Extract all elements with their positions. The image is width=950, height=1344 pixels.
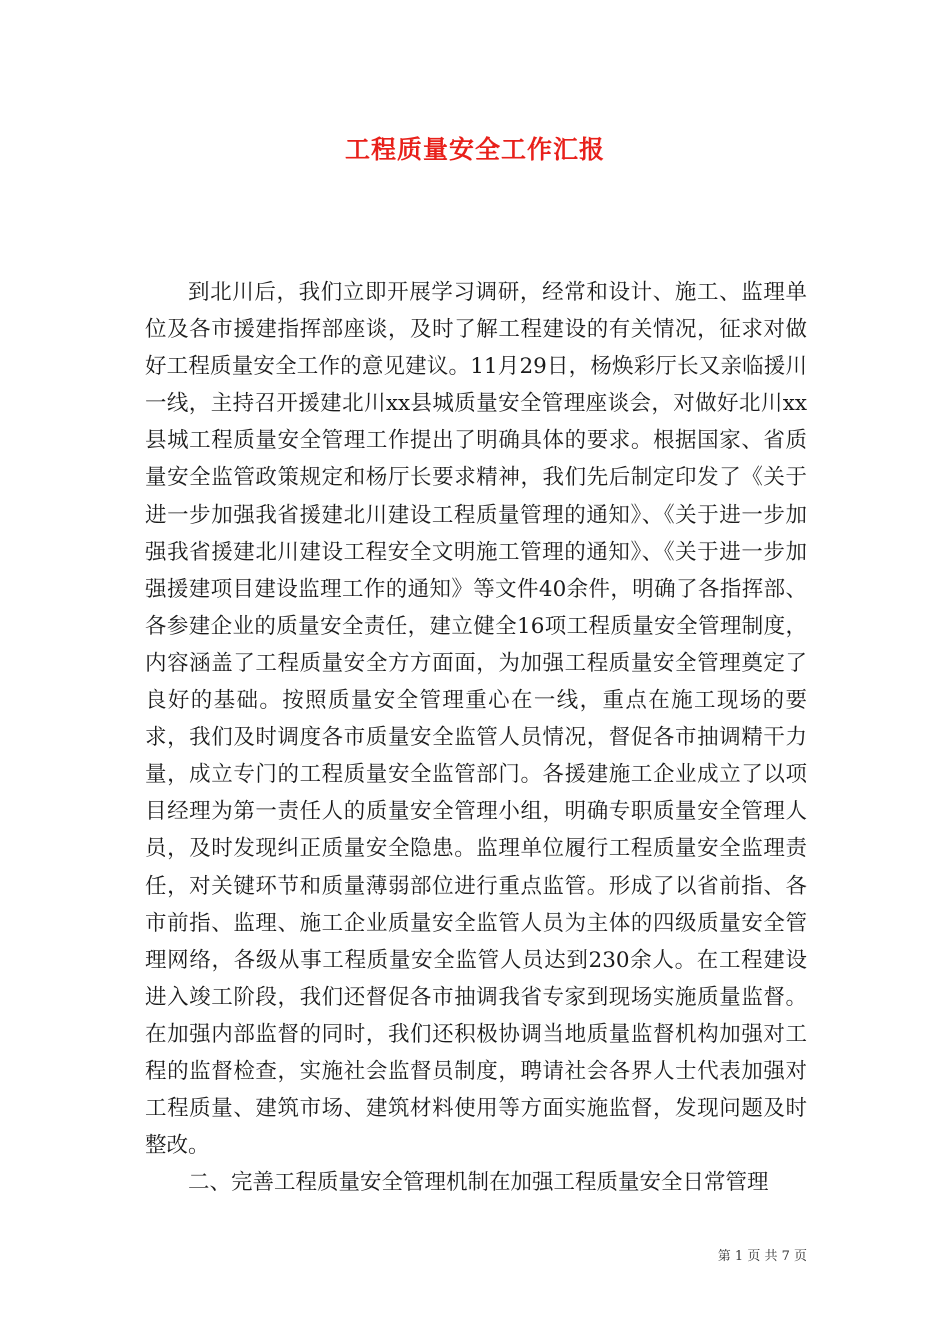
page-number-footer: 第 1 页 共 7 页: [717, 1249, 807, 1264]
paragraph-2: 二、完善工程质量安全管理机制在加强工程质量安全日常管理: [188, 1170, 769, 1196]
paragraph-1: 到北川后，我们立即开展学习调研，经常和设计、施工、监理单位及各市援建指挥部座谈，及时了解工程建设的有关情况，征求对做好工程质量安全工作的意见建议。11月29日，杨焕彩厅长又亲临援川一线，主持召开援建北川xx县城质量安全管理座谈会，对做好北川xx县城工程质量安全管理工作提出了明确具体的要求。根据国家、省质量安全监管政策规定和杨厅长要求精神，我们先后制定印发了《关于进一步加强我省援建北川建设工程质量管理的通知》、《关于进一步加强我省援建北川建设工程安全文明施工管理的通知》、《关于进一步加强援建项目建设监理工作的通知》等文件40余件，明确了各指挥部、各参建企业的质量安全责任，建立健全16项工程质量安全管理制度，内容涵盖了工程质量安全方方面面，为加强工程质量安全管理奠定了良好的基础。按照质量安全管理重心在一线，重点在施工现场的要求，我们及时调度各市质量安全监管人员情况，督促各市抽调精干力量，成立专门的工程质量安全监管部门。各援建施工企业成立了以项目经理为第一责任人的质量安全管理小组，明确专职质量安全管理人员，及时发现纠正质量安全隐患。监理单位履行工程质量安全监理责任，对关键环节和质量薄弱部位进行重点监管。形成了以省前指、各市前指、监理、施工企业质量安全监管人员为主体的四级质量安全管理网络，各级从事工程质量安全监管人员达到230余人。在工程建设进入竣工阶段，我们还督促各市抽调我省专家到现场实施质量监督。在加强内部监督的同时，我们还积极协调当地质量监督机构加强对工程的监督检查，实施社会监督员制度，聘请社会各界人士代表加强对工程质量、建筑市场、建筑材料使用等方面实施监督，发现问题及时整改。: [145, 280, 807, 1159]
document-title: 工程质量安全工作汇报: [344, 135, 605, 164]
document-body: [145, 274, 807, 1201]
